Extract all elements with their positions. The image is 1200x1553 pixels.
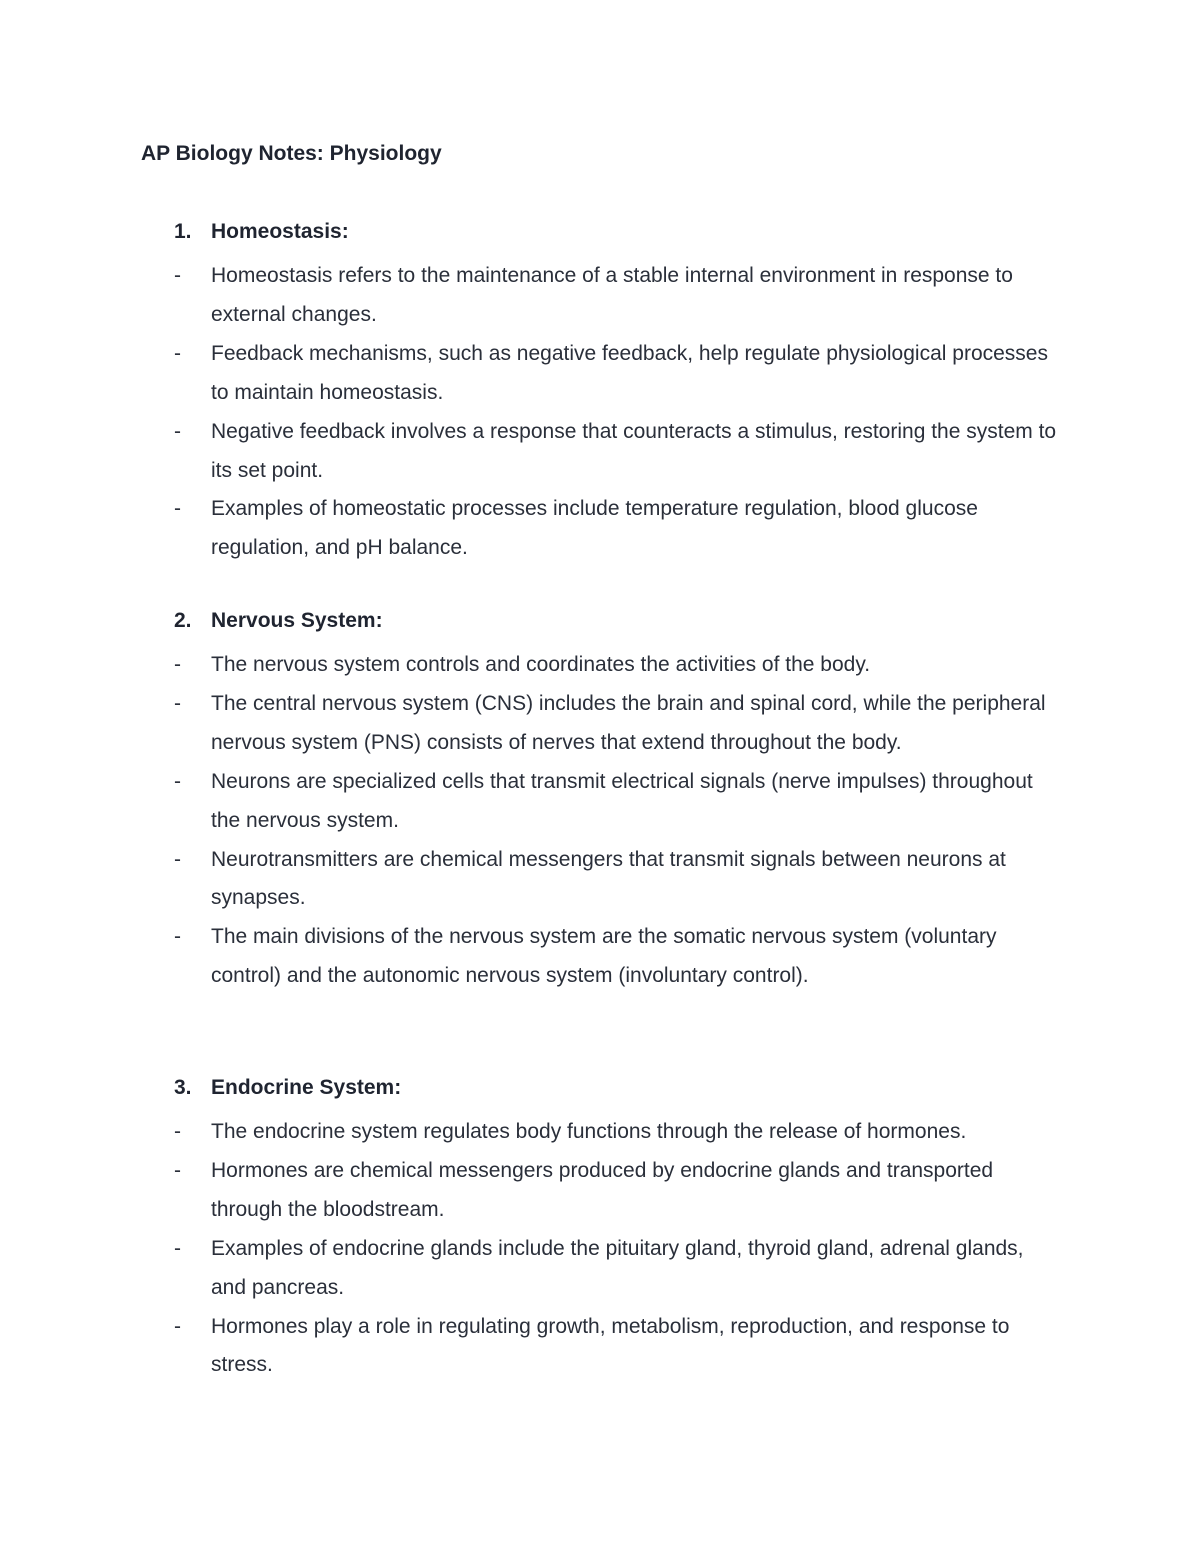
bullet-text: The central nervous system (CNS) includes the brain and spinal cord, while the peripheral nervous system (PNS) consists of nerves that extend throughout the body. [211, 691, 1046, 754]
section-number: 1. [174, 220, 192, 243]
list-item [0, 918, 1200, 996]
list-item [0, 841, 1200, 919]
dash-marker: - [174, 341, 181, 365]
section-title: Homeostasis: [211, 220, 349, 243]
list-item [0, 646, 1200, 685]
bullet-text: The main divisions of the nervous system are the somatic nervous system (voluntary control) and the autonomic nervous system (involuntary control). [211, 925, 997, 988]
list-item [0, 1152, 1200, 1230]
dash-marker: - [174, 847, 181, 871]
bullet-text: The endocrine system regulates body functions through the release of hormones. [211, 1120, 967, 1143]
section-heading [174, 607, 383, 635]
bullet-list [0, 257, 1200, 568]
dash-marker: - [174, 264, 181, 287]
bullet-list [0, 646, 1200, 996]
list-item [0, 763, 1200, 841]
section-heading [174, 218, 349, 246]
list-item [0, 1308, 1200, 1386]
bullet-text: Homeostasis refers to the maintenance of a stable internal environment in response to external changes. [211, 264, 1013, 326]
dash-marker: - [174, 497, 181, 521]
section-number: 2. [174, 609, 192, 632]
bullet-text: Examples of homeostatic processes include temperature regulation, blood glucose regulation, and pH balance. [211, 497, 978, 560]
list-item [0, 257, 1200, 335]
dash-marker: - [174, 769, 181, 793]
dash-marker: - [174, 653, 181, 676]
dash-marker: - [174, 1314, 181, 1338]
document-title: AP Biology Notes: Physiology [141, 142, 442, 165]
bullet-text: Feedback mechanisms, such as negative feedback, help regulate physiological processes to maintain homeostasis. [211, 341, 1048, 404]
bullet-text: Neurotransmitters are chemical messengers that transmit signals between neurons at synapses. [211, 847, 1006, 910]
bullet-text: Examples of endocrine glands include the pituitary gland, thyroid gland, adrenal glands, and pancreas. [211, 1236, 1024, 1299]
list-item [0, 413, 1200, 491]
dash-marker: - [174, 925, 181, 949]
dash-marker: - [174, 1236, 181, 1260]
section-title: Nervous System: [211, 609, 383, 632]
bullet-text: Hormones play a role in regulating growth, metabolism, reproduction, and response to stress. [211, 1314, 1010, 1377]
list-item [0, 1230, 1200, 1308]
dash-marker: - [174, 1158, 181, 1182]
dash-marker: - [174, 419, 181, 443]
list-item [0, 490, 1200, 568]
dash-marker: - [174, 1120, 181, 1143]
list-item [0, 685, 1200, 763]
dash-marker: - [174, 691, 181, 715]
bullet-text: Hormones are chemical messengers produced by endocrine glands and transported through the bloodstream. [211, 1158, 994, 1221]
bullet-text: Neurons are specialized cells that transmit electrical signals (nerve impulses) throughout the nervous system. [211, 769, 1033, 832]
section-heading [174, 1074, 401, 1102]
section-number: 3. [174, 1076, 192, 1099]
list-item [0, 335, 1200, 413]
bullet-text: Negative feedback involves a response that counteracts a stimulus, restoring the system to its set point. [211, 419, 1057, 482]
bullet-text: The nervous system controls and coordinates the activities of the body. [211, 653, 871, 676]
bullet-list [0, 1113, 1200, 1385]
section-title: Endocrine System: [211, 1076, 402, 1099]
list-item [0, 1113, 1200, 1152]
